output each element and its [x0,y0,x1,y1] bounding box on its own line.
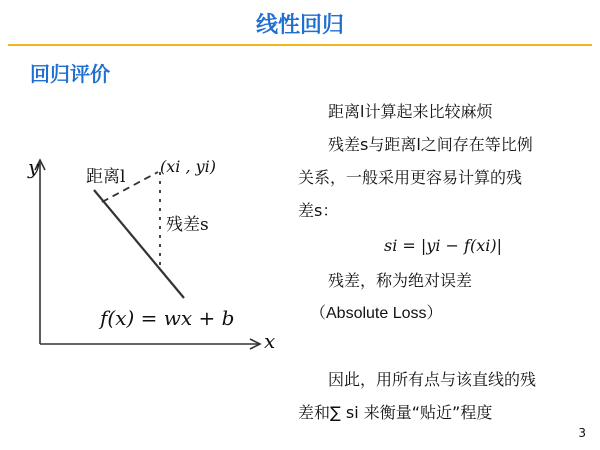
regression-diagram [20,150,310,360]
regression-line [94,190,184,298]
paragraph-absolute-loss: （Absolute Loss） [310,305,443,322]
distance-label: 距离l [86,167,126,187]
point-label: (xi , yi) [160,157,217,176]
paragraph-distance: 距离l计算起来比较麻烦 [328,102,493,121]
paragraph-residual-line3: 差s： [298,201,339,220]
section-title: 回归评价 [30,62,110,86]
explanation-text [298,95,588,429]
paragraph-conclusion-line1: 因此，用所有点与该直线的残 [328,370,537,389]
slide-title: 线性回归 [255,13,344,38]
title-divider [8,44,592,46]
line-equation: f(x) = wx + b [100,306,235,330]
y-axis-label: y [28,155,40,179]
paragraph-residual-line2: 关系，一般采用更容易计算的残 [298,168,523,187]
paragraph-residual-line1: 残差s与距离l之间存在等比例 [328,135,533,154]
page-number: 3 [578,426,586,440]
residual-formula: si = |yi − f(xi)| [384,236,502,255]
x-axis-label: x [264,329,276,353]
paragraph-conclusion-line2: 差和∑ si 来衡量“贴近”程度 [298,403,493,422]
residual-label: 残差s [166,215,209,235]
spacer [298,330,588,363]
paragraph-absolute-error: 残差，称为绝对误差 [328,271,473,290]
